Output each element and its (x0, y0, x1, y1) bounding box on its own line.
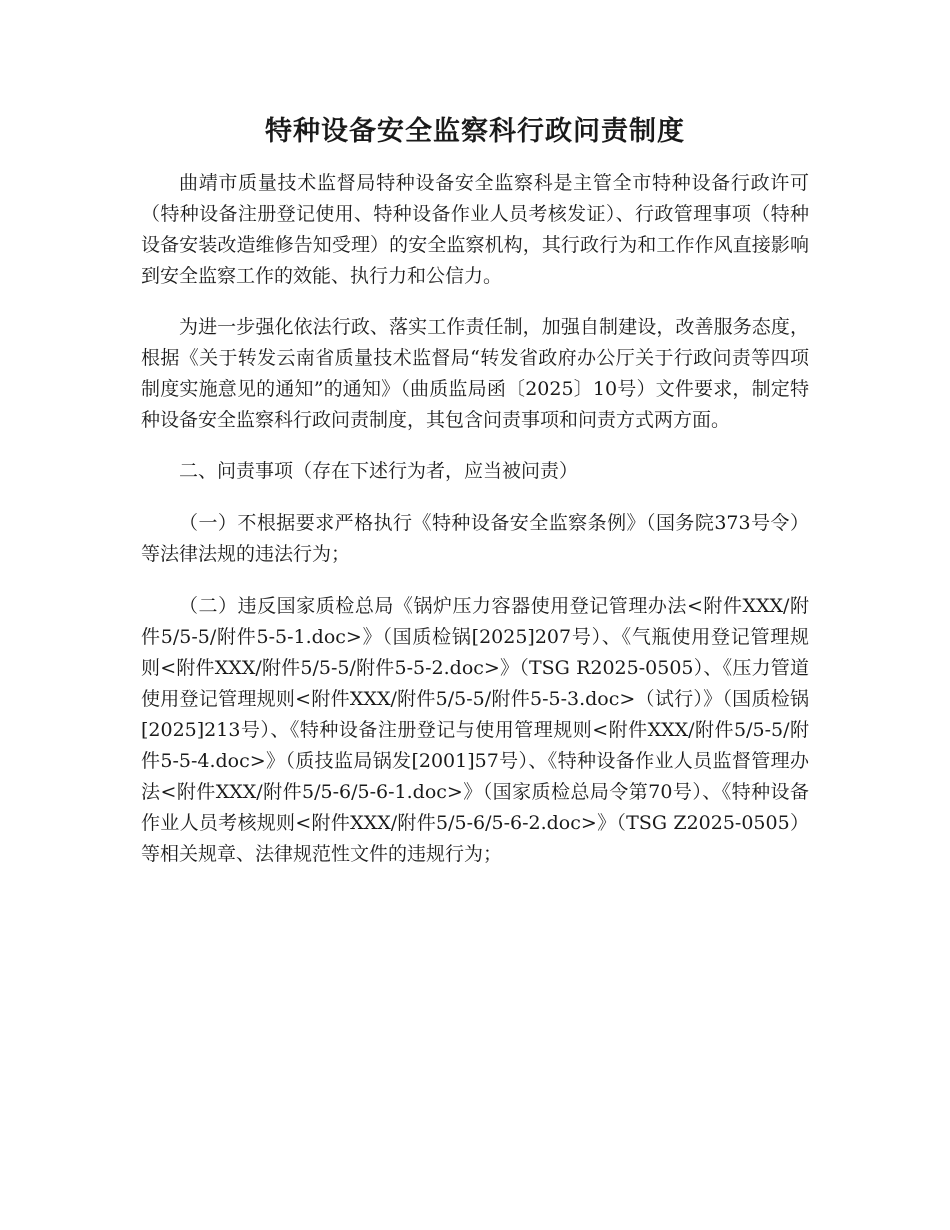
paragraph-item-1: （一）不根据要求严格执行《特种设备安全监察条例》（国务院373号令）等法律法规的违法行为； (141, 512, 809, 565)
paragraph-purpose: 为进一步强化依法行政、落实工作责任制，加强自制建设，改善服务态度，根据《关于转发云南省质量技术监督局“转发省政府办公厅关于行政问责等四项制度实施意见的通知”的通知》（曲质监局函〔2025〕10号）文件要求，制定特种设备安全监察科行政问责制度，其包含问责事项和问责方式两方面。 (141, 316, 809, 431)
document-title: 特种设备安全监察科行政问责制度 (265, 116, 685, 147)
section-heading-accountability-items: 二、问责事项（存在下述行为者，应当被问责） (179, 460, 579, 482)
document-page (141, 110, 809, 870)
paragraph-item-2: （二）违反国家质检总局《锅炉压力容器使用登记管理办法<附件XXX/附件5/5-5/附件5-5-1.doc>》（国质检锅[2025]207号）、《气瓶使用登记管理规则<附件XXX/附件5/5-5/附件5-5-2.doc>》（TSG R2025-0505）、《压力管道使用登记管理规则<附件XXX/附件5/5-5/附件5-5-3.doc>（试行）》（国质检锅[2025]213号）、《特种设备注册登记与使用管理规则<附件XXX/附件5/5-5/附件5-5-4.doc>》（质技监局锅发[2001]57号）、《特种设备作业人员监督管理办法<附件XXX/附件5/5-6/5-6-1.doc>》（国家质检总局令第70号）、《特种设备作业人员考核规则<附件XXX/附件5/5-6/5-6-2.doc>》（TSG Z2025-0505）等相关规章、法律规范性文件的违规行为； (141, 595, 809, 865)
paragraph-intro: 曲靖市质量技术监督局特种设备安全监察科是主管全市特种设备行政许可（特种设备注册登记使用、特种设备作业人员考核发证）、行政管理事项（特种设备安装改造维修告知受理）的安全监察机构，其行政行为和工作作风直接影响到安全监察工作的效能、执行力和公信力。 (141, 172, 809, 287)
